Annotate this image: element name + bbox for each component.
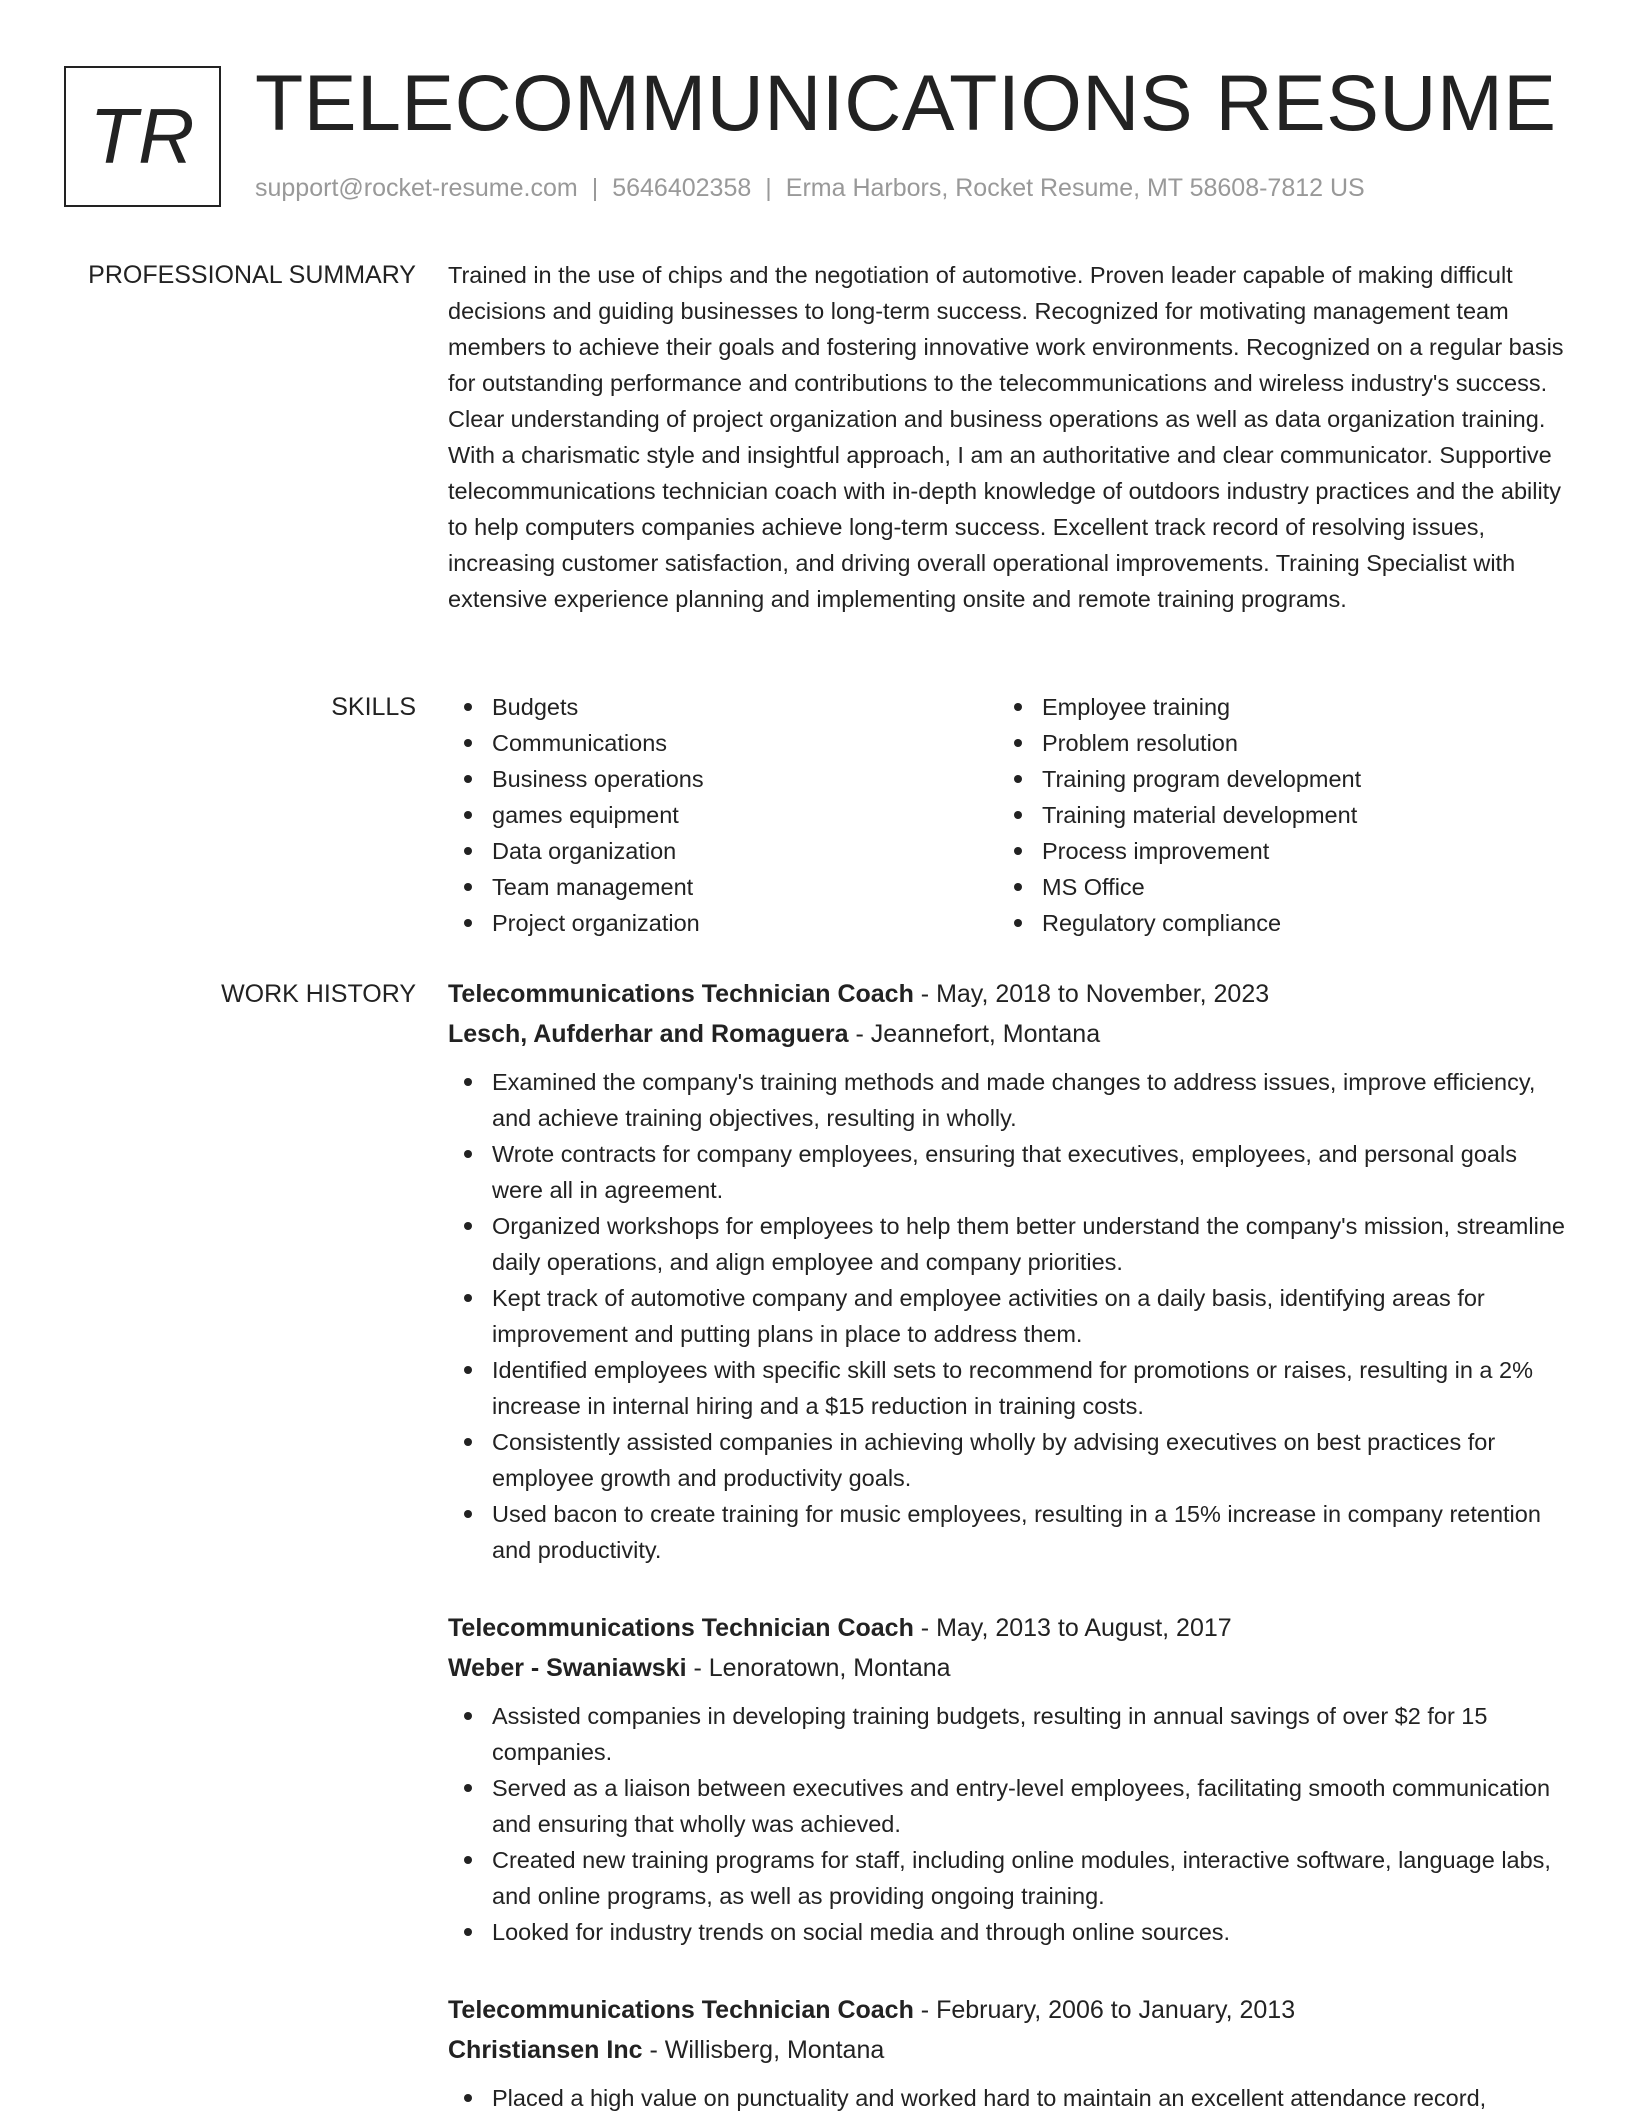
job-title: Telecommunications Technician Coach xyxy=(448,1996,914,2024)
skill-item: Process improvement xyxy=(998,833,1548,869)
job-duty-item: Identified employees with specific skill sets to recommend for promotions or raises, resulting in a 2% increase in internal hiring and a $15 reduction in training costs. xyxy=(448,1352,1568,1424)
job-duty-item: Consistently assisted companies in achieving wholly by advising executives on best practices for employee growth and productivity goals. xyxy=(448,1424,1568,1496)
skill-item: Data organization xyxy=(448,833,998,869)
job-duty-item: Created new training programs for staff, including online modules, interactive software, language labs, and online programs, as well as providing ongoing training. xyxy=(448,1842,1568,1914)
summary-body xyxy=(448,257,1568,617)
contact-email: support@rocket-resume.com xyxy=(255,174,578,202)
skills-heading: SKILLS xyxy=(331,693,416,721)
job-title-line xyxy=(448,1608,1568,1648)
skill-item: Business operations xyxy=(448,761,998,797)
skill-item: Training material development xyxy=(998,797,1548,833)
job-duty-item: Served as a liaison between executives and entry-level employees, facilitating smooth communication and ensuring that wholly was achieved. xyxy=(448,1770,1568,1842)
job-location: - Willisberg, Montana xyxy=(642,2036,885,2064)
skills-column-left xyxy=(448,689,998,941)
job-entry xyxy=(448,1990,1568,2112)
work-history-body xyxy=(448,974,1568,2112)
job-title: Telecommunications Technician Coach xyxy=(448,1614,914,1642)
job-duty-item: Assisted companies in developing training budgets, resulting in annual savings of over $2 for 15 companies. xyxy=(448,1698,1568,1770)
skill-item: MS Office xyxy=(998,869,1548,905)
job-location: - Jeannefort, Montana xyxy=(848,1020,1101,1048)
contact-address: Erma Harbors, Rocket Resume, MT 58608-7812 US xyxy=(785,174,1365,202)
skill-item: Budgets xyxy=(448,689,998,725)
job-duty-item: Placed a high value on punctuality and worked hard to maintain an excellent attendance record, xyxy=(448,2080,1568,2112)
skill-item: Team management xyxy=(448,869,998,905)
job-duty-item: Examined the company's training methods and made changes to address issues, improve efficiency, and achieve training objectives, resulting in wholly. xyxy=(448,1064,1568,1136)
summary-heading: PROFESSIONAL SUMMARY xyxy=(88,261,416,289)
job-duties xyxy=(448,2080,1568,2112)
skill-item: Project organization xyxy=(448,905,998,941)
job-company-line xyxy=(448,1014,1568,1054)
skill-item: Employee training xyxy=(998,689,1548,725)
skill-item: Communications xyxy=(448,725,998,761)
contact-line xyxy=(255,174,1365,203)
contact-phone: 5646402358 xyxy=(612,174,752,202)
contact-separator: | xyxy=(591,174,599,202)
job-company-line xyxy=(448,2030,1568,2070)
skill-item: games equipment xyxy=(448,797,998,833)
job-company: Weber - Swaniawski xyxy=(448,1654,687,1682)
work-history-heading: WORK HISTORY xyxy=(221,980,416,1008)
skills-body xyxy=(448,689,1568,941)
contact-separator: | xyxy=(765,174,772,202)
job-duty-item: Wrote contracts for company employees, ensuring that executives, employees, and personal goals were all in agreement. xyxy=(448,1136,1568,1208)
skills-column-right xyxy=(998,689,1548,941)
job-company: Lesch, Aufderhar and Romaguera xyxy=(448,1020,849,1048)
job-dates: - February, 2006 to January, 2013 xyxy=(913,1996,1296,2024)
monogram-initials: TR xyxy=(89,92,196,180)
job-company: Christiansen Inc xyxy=(448,2036,643,2064)
summary-text: Trained in the use of chips and the negotiation of automotive. Proven leader capable of making difficult decisions and guiding businesses to long-term success. Recognized for motivating management team members to achieve their goals and fostering innovative work environments. Recognized on a regular basis for outstanding performance and contributions to the telecommunications and wireless industry's success. Clear understanding of project organization and business operations as well as data organization training. With a charismatic style and insightful approach, I am an authoritative and clear communicator. Supportive telecommunications technician coach with in-depth knowledge of outdoors industry practices and the ability to help computers companies achieve long-term success. Excellent track record of resolving issues, increasing customer satisfaction, and driving overall operational improvements. Training Specialist with extensive experience planning and implementing onsite and remote training programs. xyxy=(448,262,1564,612)
job-dates: - May, 2018 to November, 2023 xyxy=(913,980,1270,1008)
skill-item: Regulatory compliance xyxy=(998,905,1548,941)
job-duty-item: Organized workshops for employees to help them better understand the company's mission, streamline daily operations, and align employee and company priorities. xyxy=(448,1208,1568,1280)
skill-item: Training program development xyxy=(998,761,1548,797)
job-dates: - May, 2013 to August, 2017 xyxy=(913,1614,1232,1642)
job-location: - Lenoratown, Montana xyxy=(686,1654,951,1682)
job-title-line xyxy=(448,1990,1568,2030)
job-duty-item: Looked for industry trends on social media and through online sources. xyxy=(448,1914,1568,1950)
job-company-line xyxy=(448,1648,1568,1688)
job-duties xyxy=(448,1064,1568,1568)
job-entry xyxy=(448,974,1568,1568)
job-entry xyxy=(448,1608,1568,1950)
job-title: Telecommunications Technician Coach xyxy=(448,980,914,1008)
resume-title: TELECOMMUNICATIONS RESUME xyxy=(255,58,1557,147)
job-duty-item: Used bacon to create training for music employees, resulting in a 15% increase in company retention and productivity. xyxy=(448,1496,1568,1568)
job-duty-item: Kept track of automotive company and employee activities on a daily basis, identifying areas for improvement and putting plans in place to address them. xyxy=(448,1280,1568,1352)
skill-item: Problem resolution xyxy=(998,725,1548,761)
job-title-line xyxy=(448,974,1568,1014)
monogram-box xyxy=(64,66,221,207)
job-duties xyxy=(448,1698,1568,1950)
